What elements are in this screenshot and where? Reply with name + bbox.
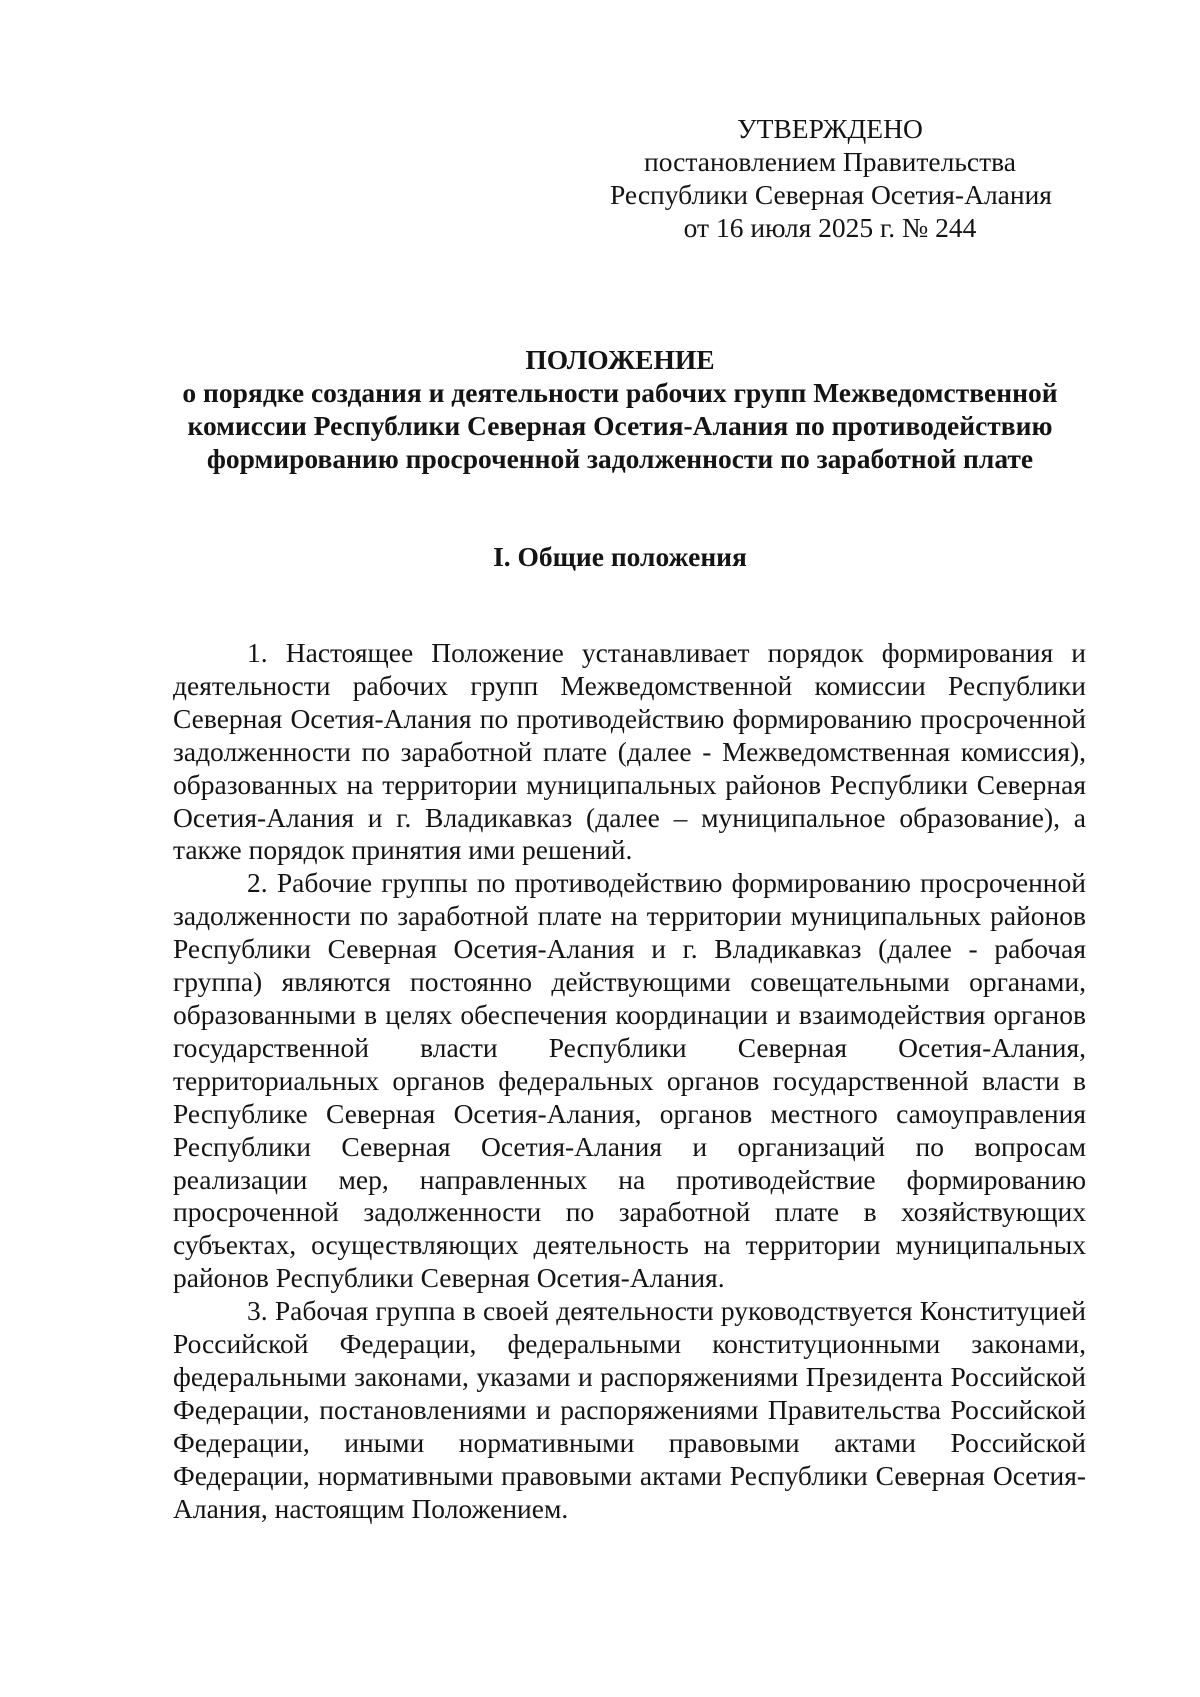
document-title (160, 343, 1080, 475)
approval-issuer: постановлением Правительства (644, 146, 1016, 177)
paragraph-3: 3. Рабочая группа в своей деятельности руководствуется Конституцией Российской Федерации, федеральными конституционными законами, федеральными законами, указами и распоряжениями Президента Российской Федерации, постановлениями и распоряжениями Правительства Российской Федерации, иными нормативными правовыми актами Российской Федерации, нормативными правовыми актами Республики Северная Осетия-Алания, настоящим Положением. (173, 1295, 1086, 1524)
approval-date-number: от 16 июля 2025 г. № 244 (683, 212, 977, 243)
paragraph-1: 1. Настоящее Положение устанавливает порядок формирования и деятельности рабочих групп Межведомственной комиссии Республики Северная Осетия-Алания по противодействию формированию просроченной задолженности по заработной плате (далее - Межведомственная комиссия), образованных на территории муниципальных районов Республики Северная Осетия-Алания и г. Владикавказ (далее – муниципальное образование), а также порядок принятия ими решений. (173, 637, 1086, 866)
title-main: ПОЛОЖЕНИЕ (525, 344, 715, 375)
title-line-3: формированию просроченной задолженности по заработной плате (206, 443, 1034, 474)
paragraph-2: 2. Рабочие группы по противодействию формированию просроченной задолженности по заработной плате на территории муниципальных районов Республики Северная Осетия-Алания и г. Владикавказ (далее - рабочая группа) являются постоянно действующими совещательными органами, образованными в целях обеспечения координации и взаимодействия органов государственной власти Республики Северная Осетия-Алания, территориальных органов федеральных органов государственной власти в Республике Северная Осетия-Алания, органов местного самоуправления Республики Северная Осетия-Алания и организаций по вопросам реализации мер, направленных на противодействие формированию просроченной задолженности по заработной плате в хозяйствующих субъектах, осуществляющих деятельность на территории муниципальных районов Республики Северная Осетия-Алания. (173, 867, 1086, 1294)
approval-republic: Республики Северная Осетия-Алания (610, 179, 1052, 210)
approval-label: УТВЕРЖДЕНО (737, 113, 923, 144)
document-body (173, 637, 1086, 1525)
approval-stamp (610, 112, 1050, 244)
title-line-2: комиссии Республики Северная Осетия-Алания по противодействию (187, 410, 1053, 441)
section-heading: I. Общие положения (493, 541, 747, 572)
title-line-1: о порядке создания и деятельности рабочих групп Межведомственной (182, 377, 1058, 408)
